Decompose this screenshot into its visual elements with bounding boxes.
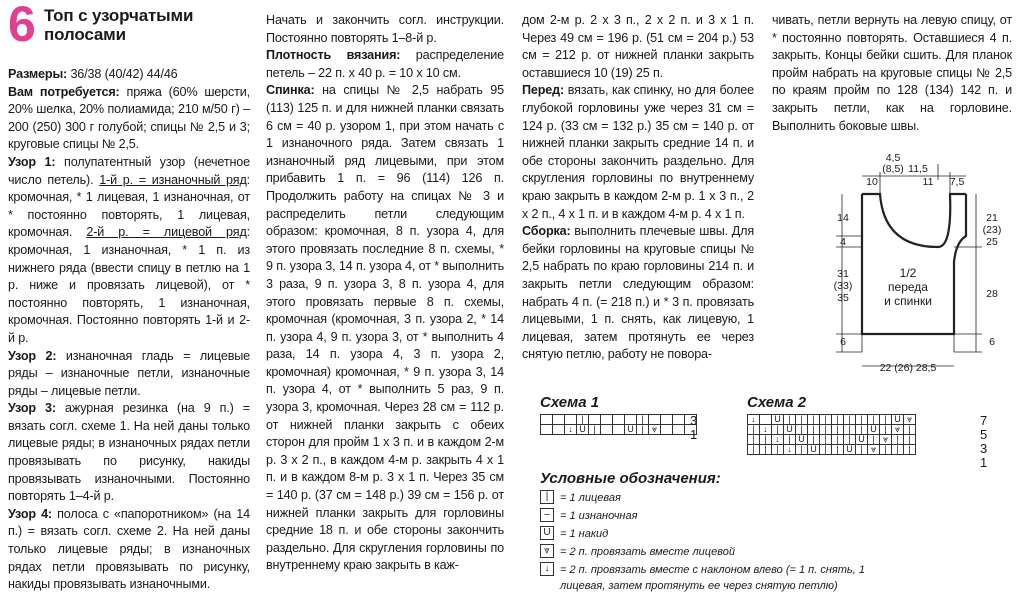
scheme-2-grid — [747, 414, 916, 455]
scheme-2-title: Схема 2 — [747, 394, 807, 411]
article-header — [8, 0, 250, 66]
yarn-over-icon: U — [540, 526, 554, 540]
dim-top-3: 7,5 — [949, 176, 965, 188]
scheme-1-title: Схема 1 — [540, 394, 600, 411]
scheme-2-row-number: 7 — [980, 413, 988, 428]
dim-right-4: 28 — [986, 288, 998, 300]
scheme-2-row-number: 5 — [980, 427, 988, 442]
dim-left-2: 4 — [840, 236, 846, 248]
back-continued-paragraph: дом 2-м р. 2 х 3 п., 2 х 2 п. и 3 х 1 п. Через 49 см = 196 р. (51 см = 204 р.) 53 см = 212 р. от нижней планки закрыть оставшиеся 10 (19) 25 п. — [522, 13, 754, 80]
dim-left-1: 14 — [837, 212, 849, 224]
dim-neck-depth: 4,5 — [885, 152, 901, 164]
column-2 — [266, 12, 504, 575]
legend-title: Условные обозначения: — [540, 470, 721, 487]
density-paragraph: Плотность вязания: распределение петель – 22 п. х 40 р. = 10 х 10 см. — [266, 48, 504, 80]
dim-left-6: 6 — [840, 336, 846, 348]
assembly-continued-paragraph: чивать, петли вернуть на левую спицу, от * постоянно повторять. Оставшиеся 4 п. закрыть. Концы бейки сшить. Для планок пройм набрать на круговые спицы № 2,5 по краям пройм по 128 (134) 142 п. и закрыть петли, как на горловине. Выполнить боковые швы. — [772, 13, 1012, 133]
legend-item: – = 1 изнаночная — [540, 508, 637, 524]
dim-top-2: 11 — [922, 176, 934, 188]
scheme-1-row-number: 3 — [690, 413, 698, 428]
assembly-paragraph: Сборка: выполнить плечевые швы. Для бейки горловины на круговые спицы № 2,5 набрать по краю горловины 214 п. и закрыть петли следующим образом: набрать 4 п. (= 218 п.) и * 3 п. провязать лицевыми, 1 п. снять, как лицевую, 1 лицевая, затем протянуть ее через снятую петлю, работу не поворa- — [522, 224, 754, 362]
column-1 — [8, 0, 250, 594]
materials-paragraph: Вам потребуется: пряжа (60% шерсти, 20% шелка, 20% полиамида; 210 м/50 г) – 200 (250) 300 г голубой; спицы № 2,5 и 3; круговые спицы № 2,5. — [8, 84, 250, 152]
purl-stitch-icon: – — [540, 508, 554, 522]
intro-paragraph: Начать и закончить согл. инструкции. Постоянно повторять 1–8-й р. — [266, 13, 504, 45]
dim-right-5: 6 — [989, 336, 995, 348]
scheme-2-row: | | ↓ | U | | | | U | ⩔ | | — [748, 435, 916, 445]
back-paragraph: Спинка: на спицы № 2,5 набрать 95 (113) 125 п. и для нижней планки связать 6 см = 40 р. узором 1, при этом начать с 1 изнаночного ряда. Затем связать 1 изнаночный ряд лицевыми, при этом прибавить 1 п. = 96 (114) 126 п. Продолжить работу на спицах № 3 и распределить петли следующим образом: кромочная, 8 п. узора 4, для этого провязать последние 8 п. схемы, * 9 п. узора 3, 14 п. узора 4, от * выполнить 3 раза, 9 п. узора 3, 8 п. узора 4, для этого провязать первые 8 п. схемы, кромочная (кромочная, 3 п. узора 2, * 14 п. узора 4, 9 п. узора 3, от * выполнить 4 раза, 14 п. узора 4, 3 п. узора 2, кромочная) кромочная, * 9 п. узора 3, 14 п. узора 4, от * выполнить 5 раз, 9 п. узора 3, кромочная. Через 28 см = 112 р. от нижней планки закрыть с обеих сторон для пройм 1 х 3 п. и в каждом 2-м р. 3 х 2 п., в каждом 4-м р. закрыть 4 х 1 п. и в каждом 8-м р. 3 х 1 п. Через 35 см = 140 р. (37 см = 148 р.) 39 см = 156 р. от нижней планки закрыть для горловины средние 18 п. и обе стороны закончить раздельно. Для скругления горловины по внутреннему краю закрыть в каж- — [266, 83, 504, 573]
dim-right-2: (23) — [982, 224, 1002, 236]
legend-item: U = 1 накид — [540, 526, 608, 542]
scheme-2-row-number: 3 — [980, 441, 988, 456]
pattern-3-paragraph: Узор 3: ажурная резинка (на 9 п.) = вязать согл. схеме 1. На ней даны только лицевые ряды; в изнаночных рядах петли провязывать по рисунку, накиды провязывать изнаночными. Постоянно повторять 1–4-й р. — [8, 401, 250, 504]
dim-bottom: 22 (26) 28,5 — [879, 362, 937, 374]
pattern-2-paragraph: Узор 2: изнаночная гладь = лицевые ряды – изнаночные петли, изнаночные ряды – лицевые петли. — [8, 348, 250, 398]
ssk-icon: ↓ — [540, 562, 554, 576]
column-4 — [772, 12, 1012, 135]
k2tog-icon: ⩔ — [540, 544, 554, 558]
legend-item: ↓ = 2 п. провязать вместе с наклоном влево (= 1 п. снять, 1 лицевая, затем протянуть ее через снятую петлю) — [540, 562, 870, 594]
dim-left-5: 35 — [837, 292, 849, 304]
sizes-paragraph: Размеры: 36/38 (40/42) 44/46 — [8, 67, 178, 81]
pattern-4-paragraph: Узор 4: полоса с «папоротником» (на 14 п.) = вязать согл. схеме 2. На ней даны только лицевые ряды; в изнаночных рядах петли провязывать по рисунку, накиды провязывать изнаночными. — [8, 506, 251, 592]
article-number: 6 — [8, 0, 36, 52]
knit-stitch-icon: | — [540, 490, 554, 504]
garment-schematic — [832, 152, 1012, 380]
dim-right-3: 25 — [986, 236, 998, 248]
dim-right-1: 21 — [986, 212, 998, 224]
column-3 — [522, 12, 754, 364]
dim-neck-depth-alt: (8,5) — [882, 163, 904, 175]
legend-item: | = 1 лицевая — [540, 490, 621, 506]
article-title: Топ с узорчатыми полосами — [44, 6, 194, 44]
dim-neck-depth-alt2: 11,5 — [908, 163, 928, 175]
pattern-1-paragraph: Узор 1: полупатентный узор (нечетное число петель). 1-й р. = изнаночный ряд: кромочная, * 1 лицевая, 1 изнаночная, от * постоянно повторять, 1 лицевая, кромочная. 2-й р. = лицевой ряд: кромочная, 1 изнаночная, * 1 п. из нижнего ряда (ввести спицу в петлю на 1 р. ниже и провязать лицевой), от * постоянно повторять, 1 изнаночная, кромочная. Постоянно повторять 1-й и 2-й р. — [8, 154, 250, 345]
front-paragraph: Перед: вязать, как спинку, но для более глубокой горловины уже через 31 см = 124 р. (33 см = 132 р.) 35 см = 140 р. от нижней планки закрыть средние 14 п. и обе стороны закончить раздельно. Для скругления горловины по внутреннему краю закрыть в каждом 2-м р. 1 х 3 п., 2 х 2 п., 4 х 1 п. и в каждом 4-м р. 4 х 1 п. — [522, 83, 754, 221]
scheme-2-row-number: 1 — [980, 455, 988, 470]
scheme-2-row: ↓ U | | | | | | | | | U ⩔ — [748, 415, 916, 425]
scheme-1-grid — [540, 414, 697, 435]
dim-left-4: (33) — [833, 280, 853, 292]
dim-top-1: 10 — [866, 176, 878, 188]
schematic-center-label: 1/2 переда и спинки — [884, 266, 932, 308]
scheme-2-row: | ↓ | U | | | | | | U | ⩔ | — [748, 425, 916, 435]
scheme-1-row: ↓ U | U | ⩔ — [541, 425, 697, 435]
scheme-1-row: | | — [541, 415, 697, 425]
dim-left-3: 31 — [837, 268, 849, 280]
scheme-2-row: | | | ↓ | U | | U | ⩔ | | | — [748, 445, 916, 455]
legend-item: ⩔ = 2 п. провязать вместе лицевой — [540, 544, 735, 560]
scheme-1-row-number: 1 — [690, 427, 698, 442]
